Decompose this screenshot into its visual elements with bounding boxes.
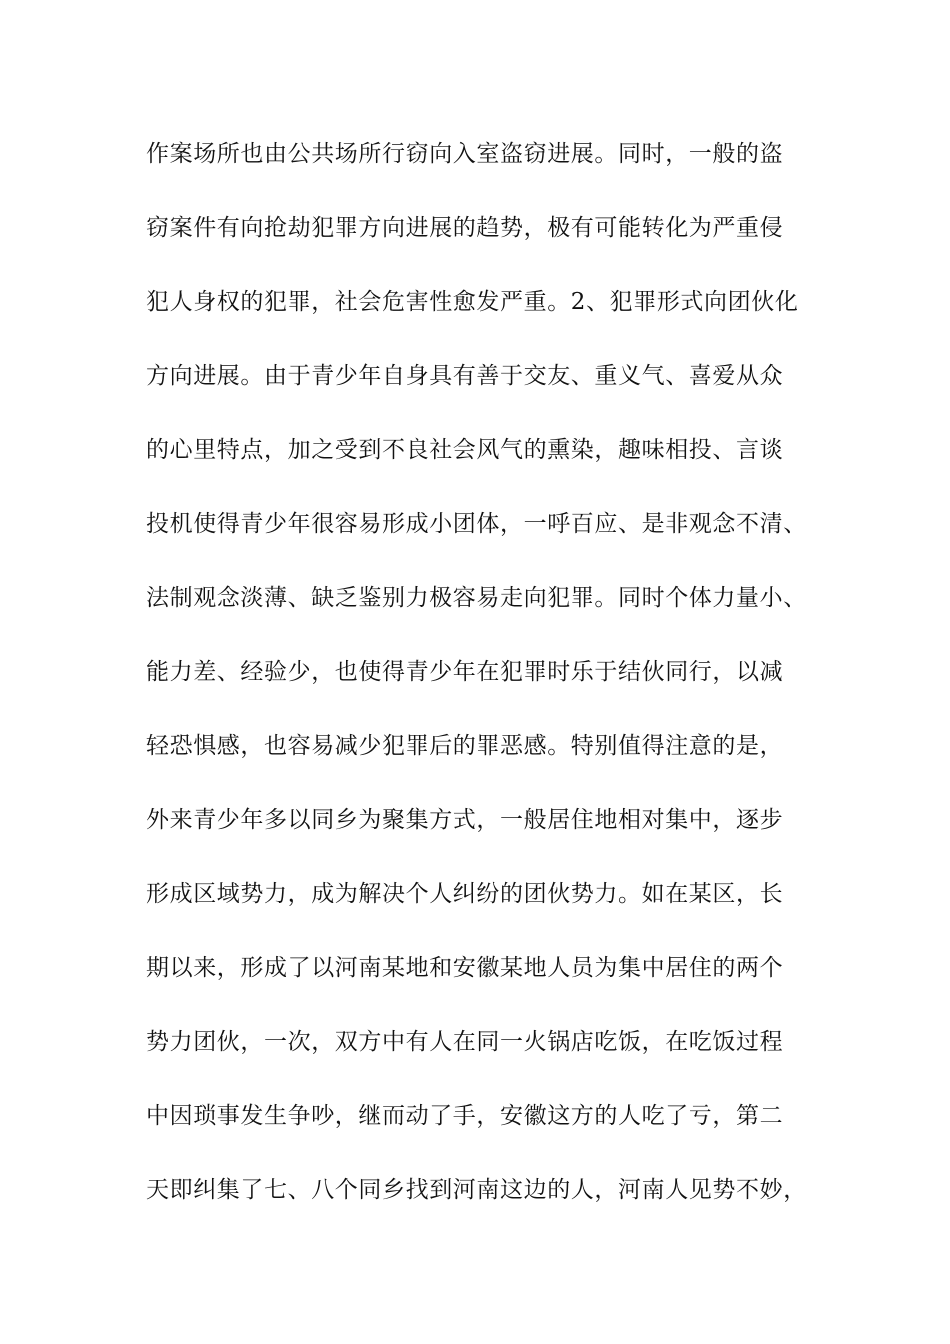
text-line: 窃案件有向抢劫犯罪方向进展的趋势，极有可能转化为严重侵 — [146, 215, 784, 241]
text-line: 的心里特点，加之受到不良社会风气的熏染，趣味相投、言谈 — [146, 437, 784, 463]
text-line: 法制观念淡薄、缺乏鉴别力极容易走向犯罪。同时个体力量小、 — [146, 585, 807, 611]
text-line: 势力团伙，一次，双方中有人在同一火锅店吃饭，在吃饭过程 — [146, 1029, 784, 1055]
text-line: 作案场所也由公共场所行窃向入室盗窃进展。同时，一般的盗 — [146, 141, 784, 167]
text-line: 中因琐事发生争吵，继而动了手，安徽这方的人吃了亏，第二 — [146, 1103, 784, 1129]
text-line: 能力差、经验少，也使得青少年在犯罪时乐于结伙同行，以减 — [146, 659, 784, 685]
text-line: 外来青少年多以同乡为聚集方式，一般居住地相对集中，逐步 — [146, 807, 784, 833]
text-line: 轻恐惧感，也容易减少犯罪后的罪恶感。特别值得注意的是， — [146, 733, 784, 759]
text-line: 期以来，形成了以河南某地和安徽某地人员为集中居住的两个 — [146, 955, 784, 981]
text-line: 形成区域势力，成为解决个人纠纷的团伙势力。如在某区，长 — [146, 881, 784, 907]
text-line: 天即纠集了七、八个同乡找到河南这边的人，河南人见势不妙， — [146, 1177, 807, 1203]
body-text — [146, 128, 816, 1238]
text-line: 方向进展。由于青少年自身具有善于交友、重义气、喜爱从众 — [146, 363, 784, 389]
text-line: 投机使得青少年很容易形成小团体，一呼百应、是非观念不清、 — [146, 511, 807, 537]
text-line: 犯人身权的犯罪，社会危害性愈发严重。2、犯罪形式向团伙化 — [146, 289, 799, 315]
